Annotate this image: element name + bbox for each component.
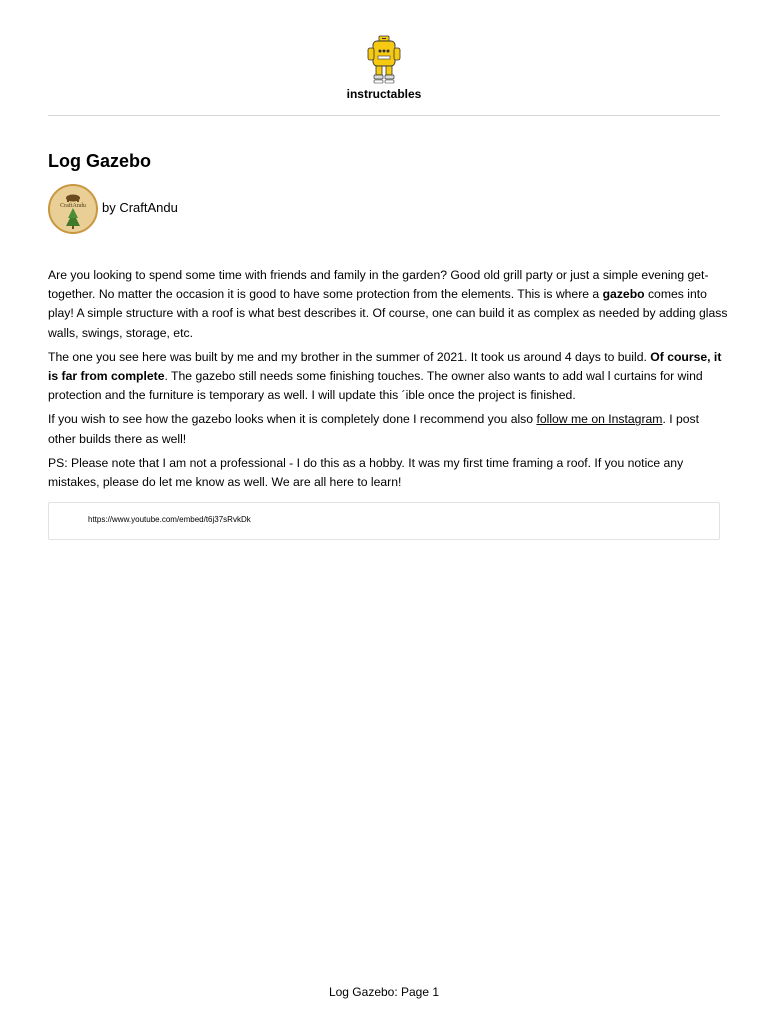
- text-segment: The one you see here was built by me and my brother in the summer of 2021. It took us around 4 days to build.: [48, 349, 651, 364]
- author-block: [48, 184, 178, 234]
- avatar-label: CraftAndu: [60, 203, 86, 209]
- text-segment: If you wish to see how the gazebo looks when it is completely done I recommend you also: [48, 412, 537, 427]
- paragraph-intro: [48, 266, 728, 343]
- page-footer: Log Gazebo: Page 1: [328, 985, 440, 999]
- bold-text: gazebo: [602, 287, 645, 302]
- author-byline[interactable]: by CraftAndu: [102, 199, 178, 215]
- video-embed[interactable]: [48, 502, 720, 540]
- page-header: [48, 0, 720, 116]
- paragraph-instagram: [48, 410, 728, 448]
- bold-text: Of course, it is far from complete: [48, 349, 722, 384]
- text-segment: comes into play! A simple structure with a roof is what best describes it. Of course, one can build it as complex as needed by adding glass walls, swings, storage, etc.: [48, 287, 728, 340]
- text-segment: . The gazebo still needs some finishing touches. The owner also wants to add wal l curtains for wind protection and the furniture is temporary as well. I will update this ´ible once the project is finished.: [48, 369, 703, 403]
- instructables-robot-icon[interactable]: [360, 34, 408, 86]
- paragraph-ps: [48, 454, 728, 492]
- site-logo-text[interactable]: instructables: [346, 87, 422, 101]
- text-segment: PS: Please note that I am not a professional - I do this as a hobby. It was my first time framing a roof. If you notice any mistakes, please do let me know as well. We are all here to learn!: [48, 455, 684, 490]
- embed-url[interactable]: https://www.youtube.com/embed/t6j37sRvkDk: [88, 515, 251, 524]
- text-segment: . I post other builds there as well!: [48, 412, 700, 446]
- instagram-link[interactable]: follow me on Instagram: [536, 412, 663, 427]
- article-title: Log Gazebo: [48, 151, 151, 171]
- paragraph-build: [48, 348, 728, 406]
- avatar[interactable]: [48, 184, 98, 234]
- text-segment: Are you looking to spend some time with friends and family in the garden? Good old grill party or just a simple evening get-together. No matter the occasion it is good to have some protection from the elements. This is where a: [48, 268, 709, 302]
- article-body: [48, 266, 728, 497]
